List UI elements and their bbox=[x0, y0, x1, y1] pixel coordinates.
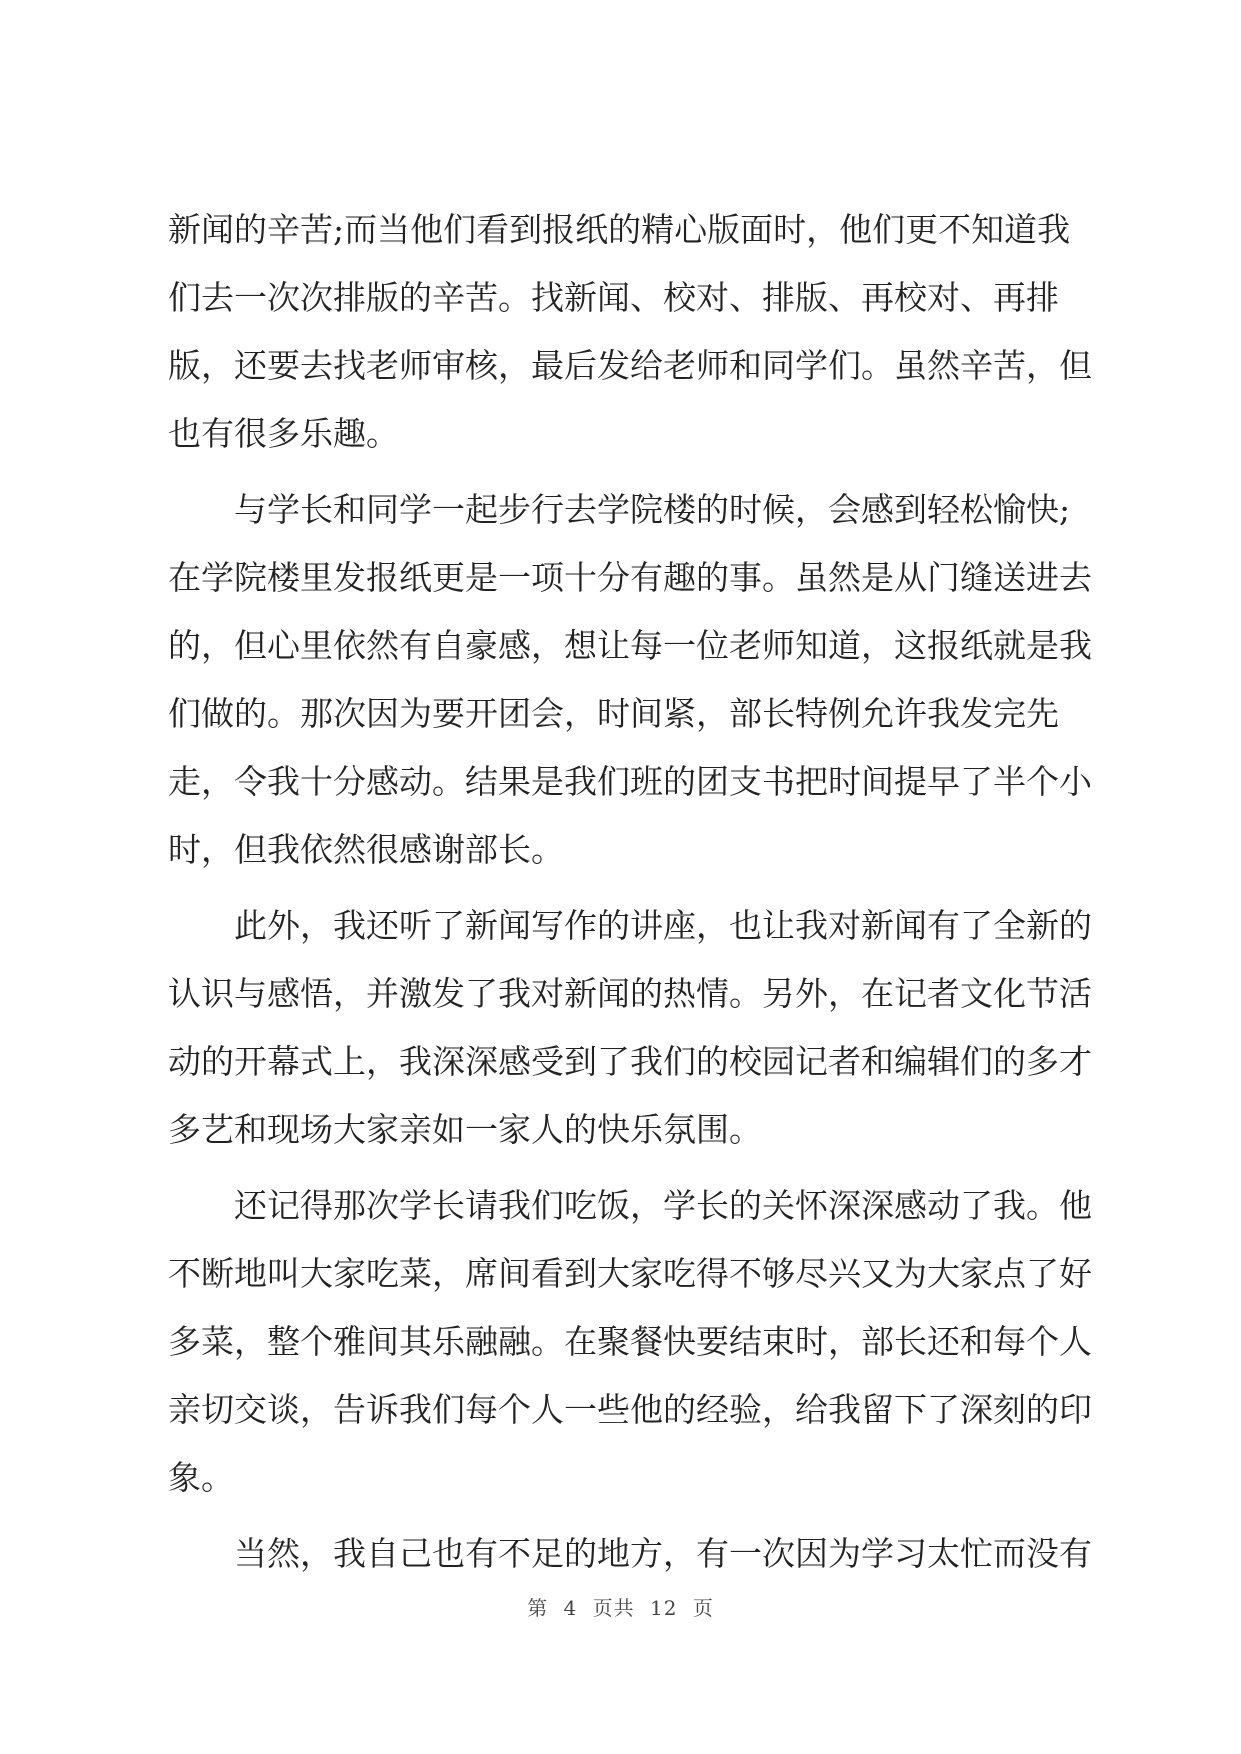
paragraph-1-line-1: 新闻的辛苦;而当他们看到报纸的精心版面时，他们更不知道我 bbox=[168, 210, 1071, 249]
paragraph-2-line-6: 时，但我依然很感谢部长。 bbox=[168, 830, 564, 869]
footer-page-number: 4 bbox=[563, 1596, 578, 1620]
paragraph-4-line-2: 不断地叫大家吃菜，席间看到大家吃得不够尽兴又为大家点了好 bbox=[168, 1254, 1092, 1293]
paragraph-2-line-3: 的，但心里依然有自豪感，想让每一位老师知道，这报纸就是我 bbox=[168, 626, 1092, 665]
paragraph-2-line-5: 走，令我十分感动。结果是我们班的团支书把时间提早了半个小 bbox=[168, 762, 1092, 801]
paragraph-4-line-4: 亲切交谈，告诉我们每个人一些他的经验，给我留下了深刻的印 bbox=[168, 1390, 1092, 1429]
paragraph-1-line-3: 版，还要去找老师审核，最后发给老师和同学们。虽然辛苦，但 bbox=[168, 346, 1092, 385]
paragraph-4-line-5: 象。 bbox=[168, 1458, 234, 1497]
paragraph-3-line-3: 动的开幕式上，我深深感受到了我们的校园记者和编辑们的多才 bbox=[168, 1042, 1092, 1081]
footer-suffix: 页 bbox=[692, 1596, 714, 1620]
paragraph-4-line-3: 多菜，整个雅间其乐融融。在聚餐快要结束时，部长还和每个人 bbox=[168, 1322, 1092, 1361]
paragraph-5-line-1: 当然，我自己也有不足的地方，有一次因为学习太忙而没有 bbox=[234, 1534, 1092, 1573]
paragraph-2-line-4: 们做的。那次因为要开团会，时间紧，部长特例允许我发完先 bbox=[168, 694, 1059, 733]
page-footer bbox=[0, 1592, 1241, 1621]
paragraph-2-line-1: 与学长和同学一起步行去学院楼的时候，会感到轻松愉快; bbox=[234, 490, 1071, 529]
paragraph-1-line-2: 们去一次次排版的辛苦。找新闻、校对、排版、再校对、再排 bbox=[168, 278, 1059, 317]
document-body bbox=[168, 196, 1092, 1588]
footer-middle: 页共 bbox=[592, 1596, 635, 1620]
paragraph-4-line-1: 还记得那次学长请我们吃饭，学长的关怀深深感动了我。他 bbox=[234, 1186, 1092, 1225]
paragraph-1-line-4: 也有很多乐趣。 bbox=[168, 414, 399, 453]
footer-prefix: 第 bbox=[527, 1596, 549, 1620]
paragraph-2-line-2: 在学院楼里发报纸更是一项十分有趣的事。虽然是从门缝送进去 bbox=[168, 558, 1092, 597]
paragraph-3-line-2: 认识与感悟，并激发了我对新闻的热情。另外，在记者文化节活 bbox=[168, 974, 1092, 1013]
footer-total-pages: 12 bbox=[650, 1596, 678, 1620]
paragraph-3-line-4: 多艺和现场大家亲如一家人的快乐氛围。 bbox=[168, 1110, 762, 1149]
paragraph-3-line-1: 此外，我还听了新闻写作的讲座，也让我对新闻有了全新的 bbox=[234, 906, 1092, 945]
